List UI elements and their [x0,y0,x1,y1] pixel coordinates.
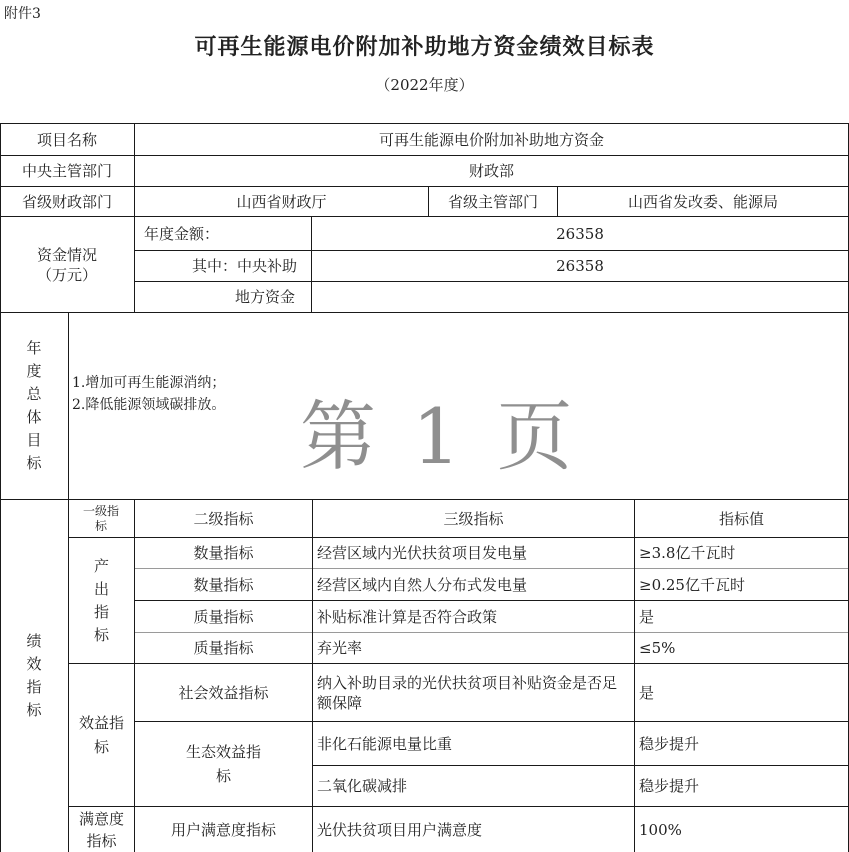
output-indicator-label: 产 出 指 标 [93,556,109,644]
table-row-level2: 质量指标 [193,639,254,657]
annual-amount-value: 26358 [556,224,604,243]
table-row-level3: 纳入补助目录的光伏扶贫项目补贴资金是否足额保障 [317,673,618,712]
local-funds-label: 地方资金 [234,288,295,306]
table-row-level2: 数量指标 [193,544,254,562]
funds-label-line1: 资金情况 [36,245,97,264]
table-row-value: ≤5% [639,639,676,657]
attachment-label: 附件3 [4,6,41,22]
table-row-value: ≥3.8亿千瓦时 [639,544,736,562]
table-row-value: 稳步提升 [639,777,700,795]
header-level3: 三级指标 [443,509,504,528]
table-row-level3: 经营区域内光伏扶贫项目发电量 [317,544,528,562]
project-name-label: 项目名称 [36,130,97,149]
table-row-level3: 非化石能源电量比重 [317,734,453,753]
prov-dept-value: 山西省发改委、能源局 [627,192,778,211]
table-row-level3: 补贴标准计算是否符合政策 [317,607,498,626]
table-row-value: 是 [639,683,655,702]
table-row-value: 是 [639,607,655,626]
funds-label-line2: （万元） [36,265,97,284]
central-subsidy-value: 26358 [556,257,604,275]
central-dept-label: 中央主管部门 [21,162,112,180]
page-title: 可再生能源电价附加补助地方资金绩效目标表 [194,34,655,60]
central-subsidy-label: 其中：中央补助 [191,257,297,275]
table-row-level2: 社会效益指标 [178,683,269,702]
table-row-level3: 二氧化碳减排 [317,777,408,795]
prov-finance-value: 山西省财政厅 [236,192,327,211]
table-row-level2: 数量指标 [193,575,254,594]
table-row-level3: 弃光率 [317,639,363,657]
table-row-level2: 生态效益指标 [185,743,261,785]
goal-item: 2.降低能源领域碳排放。 [72,397,226,413]
header-level2: 二级指标 [193,509,254,528]
table-row-level3: 经营区域内自然人分布式发电量 [317,575,528,594]
performance-label: 绩 效 指 标 [26,632,42,719]
annual-goal-label: 年 度 总 体 目 标 [26,339,42,472]
project-name-value: 可再生能源电价附加补助地方资金 [378,130,604,149]
table-row-value: ≥0.25亿千瓦时 [639,575,745,594]
page-number-watermark: 第 1 页 [300,392,579,481]
central-dept-value: 财政部 [468,162,514,180]
table-row-level3: 光伏扶贫项目用户满意度 [317,820,483,839]
header-level1: 一级指标 [82,503,119,533]
prov-finance-label: 省级财政部门 [21,192,112,211]
annual-goal-content [72,372,225,416]
goal-item: 1.增加可再生能源消纳； [72,375,226,391]
table-row-value: 稳步提升 [639,734,700,753]
table-row-level2: 质量指标 [193,607,254,626]
local-funds-value [312,282,848,312]
prov-dept-label: 省级主管部门 [447,192,538,211]
funds-label [0,217,134,312]
header-value: 指标值 [718,509,764,528]
annual-amount-label: 年度金额： [144,224,220,243]
table-row-level2: 用户满意度指标 [170,820,276,839]
benefit-indicator-label: 效益指标 [78,714,124,756]
table-row-value: 100% [639,820,682,839]
year-label: （2022年度） [375,76,474,94]
satisfaction-indicator-label: 满意度指标 [78,809,124,850]
